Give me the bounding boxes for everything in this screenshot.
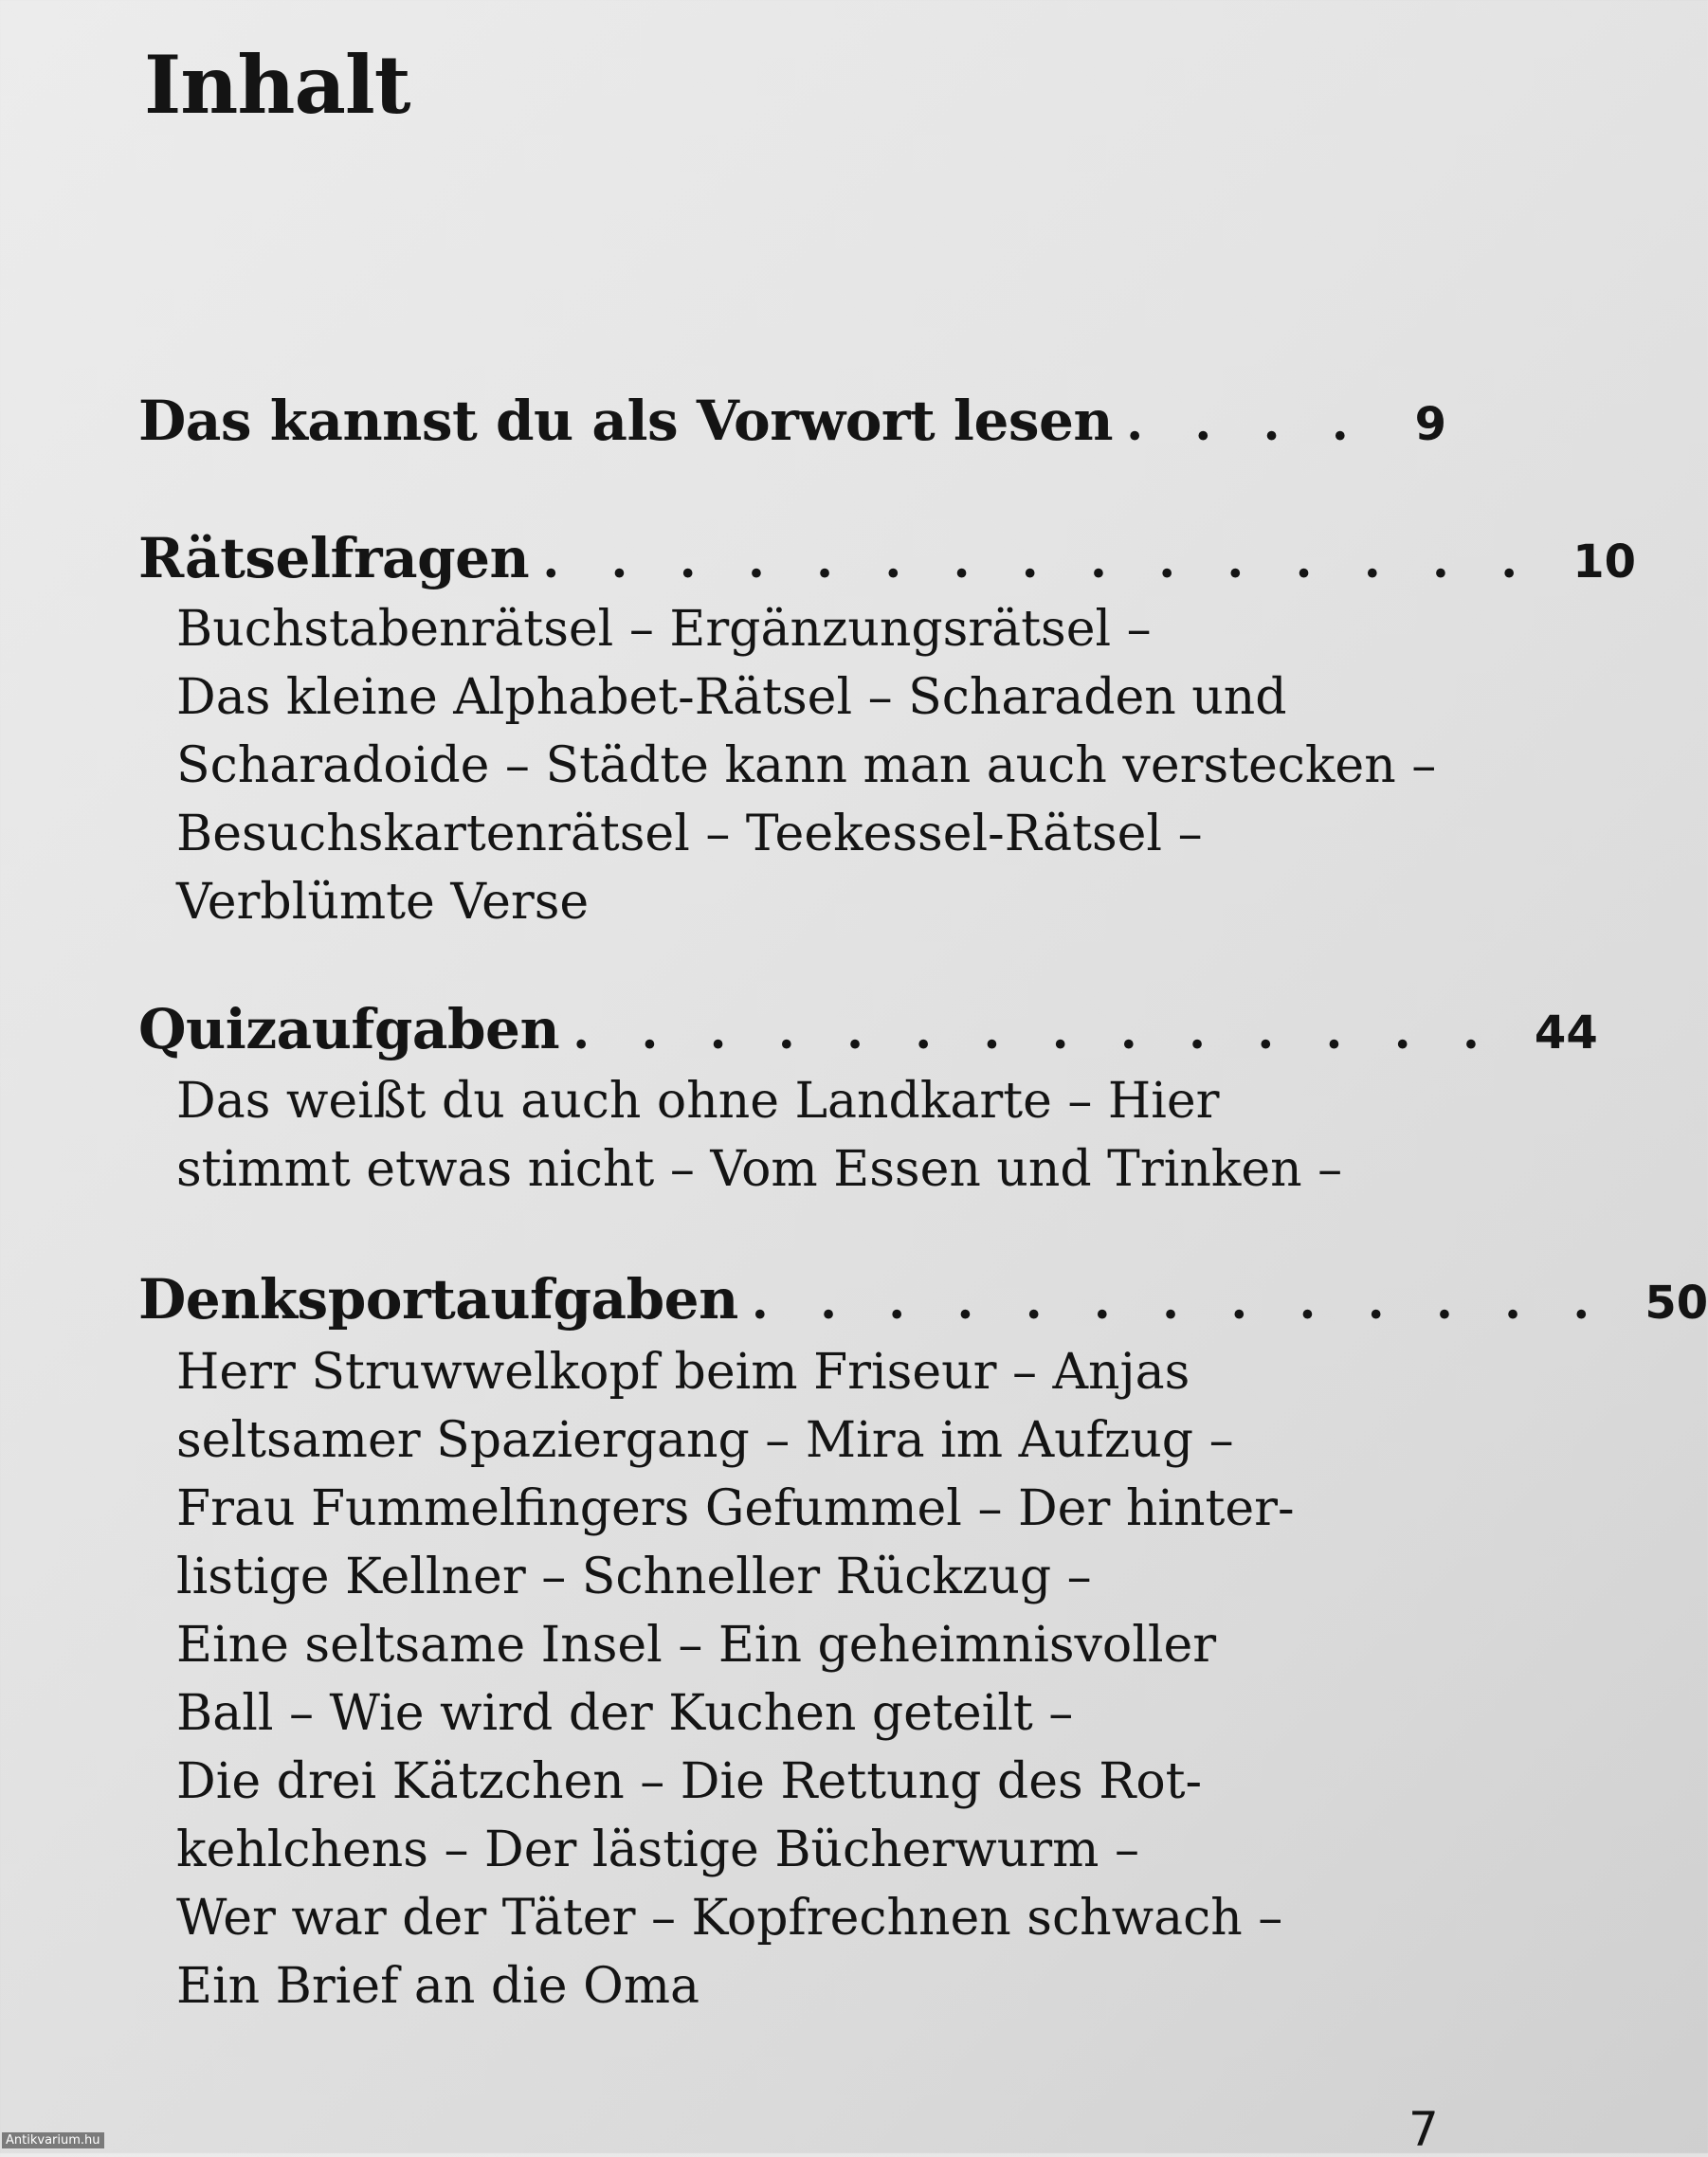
toc-heading: Das kannst du als Vorwort lesen: [138, 389, 1114, 453]
toc-heading: Denksportaufgaben: [138, 1267, 738, 1332]
toc-entry-vorwort: [138, 389, 1446, 464]
toc-subentry-line: Buchstabenrätsel – Ergänzungsrätsel –: [176, 601, 1152, 658]
toc-subentries-quizaufgaben: [176, 1067, 1408, 1204]
toc-entry-quizaufgaben: [138, 997, 1598, 1073]
toc-page-number: 10: [1572, 535, 1637, 589]
watermark: Antikvarium.hu: [2, 2132, 104, 2148]
page-number: 7: [1408, 2102, 1439, 2157]
toc-subentry-line: kehlchens – Der lästige Bücherwurm –: [176, 1822, 1139, 1878]
toc-leader: . . . . . . . . . . . . . .: [572, 1003, 1497, 1060]
toc-subentries-raetselfragen: [176, 595, 1437, 936]
toc-subentry-line: Eine seltsame Insel – Ein geheimnisvoller: [176, 1617, 1217, 1674]
toc-subentry-line: Das weißt du auch ohne Landkarte – Hier: [176, 1073, 1220, 1130]
toc-subentry-line: seltsamer Spaziergang – Mira im Aufzug –: [176, 1412, 1234, 1469]
toc-heading: Rätselfragen: [138, 526, 530, 590]
toc-leader: . . . .: [1126, 394, 1366, 452]
toc-subentry-line: Ball – Wie wird der Kuchen geteilt –: [176, 1685, 1074, 1742]
toc-subentry-line: stimmt etwas nicht – Vom Essen und Trinken –: [176, 1141, 1343, 1198]
toc-subentry-line: Wer war der Täter – Kopfrechnen schwach –: [176, 1890, 1283, 1947]
toc-subentry-line: Scharadoide – Städte kann man auch verstecken –: [176, 737, 1437, 794]
toc-leader: . . . . . . . . . . . . . . .: [542, 532, 1535, 589]
toc-heading: Quizaufgaben: [138, 997, 560, 1061]
toc-subentry-line: Ein Brief an die Oma: [176, 1958, 700, 2015]
toc-entry-denksportaufgaben: [138, 1267, 1708, 1343]
toc-entry-raetselfragen: [138, 526, 1637, 602]
toc-subentry-line: Das kleine Alphabet-Rätsel – Scharaden und: [176, 669, 1287, 726]
toc-leader: . . . . . . . . . . . . .: [751, 1273, 1608, 1331]
toc-subentries-denksportaufgaben: [176, 1338, 1408, 2021]
page-title: Inhalt: [144, 38, 410, 132]
toc-page-number: 44: [1534, 1006, 1598, 1060]
toc-subentry-line: Die drei Kätzchen – Die Rettung des Rot-: [176, 1753, 1203, 1810]
toc-subentry-line: Besuchskartenrätsel – Teekessel-Rätsel –: [176, 806, 1203, 862]
toc-subentry-line: Verblümte Verse: [176, 874, 590, 931]
toc-subentry-line: Frau Fummelfingers Gefummel – Der hinter-: [176, 1480, 1295, 1537]
toc-subentry-line: listige Kellner – Schneller Rückzug –: [176, 1549, 1092, 1605]
toc-page-number: 50: [1644, 1277, 1708, 1330]
toc-subentry-line: Herr Struwwelkopf beim Friseur – Anjas: [176, 1344, 1190, 1401]
toc-page-number: 9: [1414, 398, 1446, 451]
